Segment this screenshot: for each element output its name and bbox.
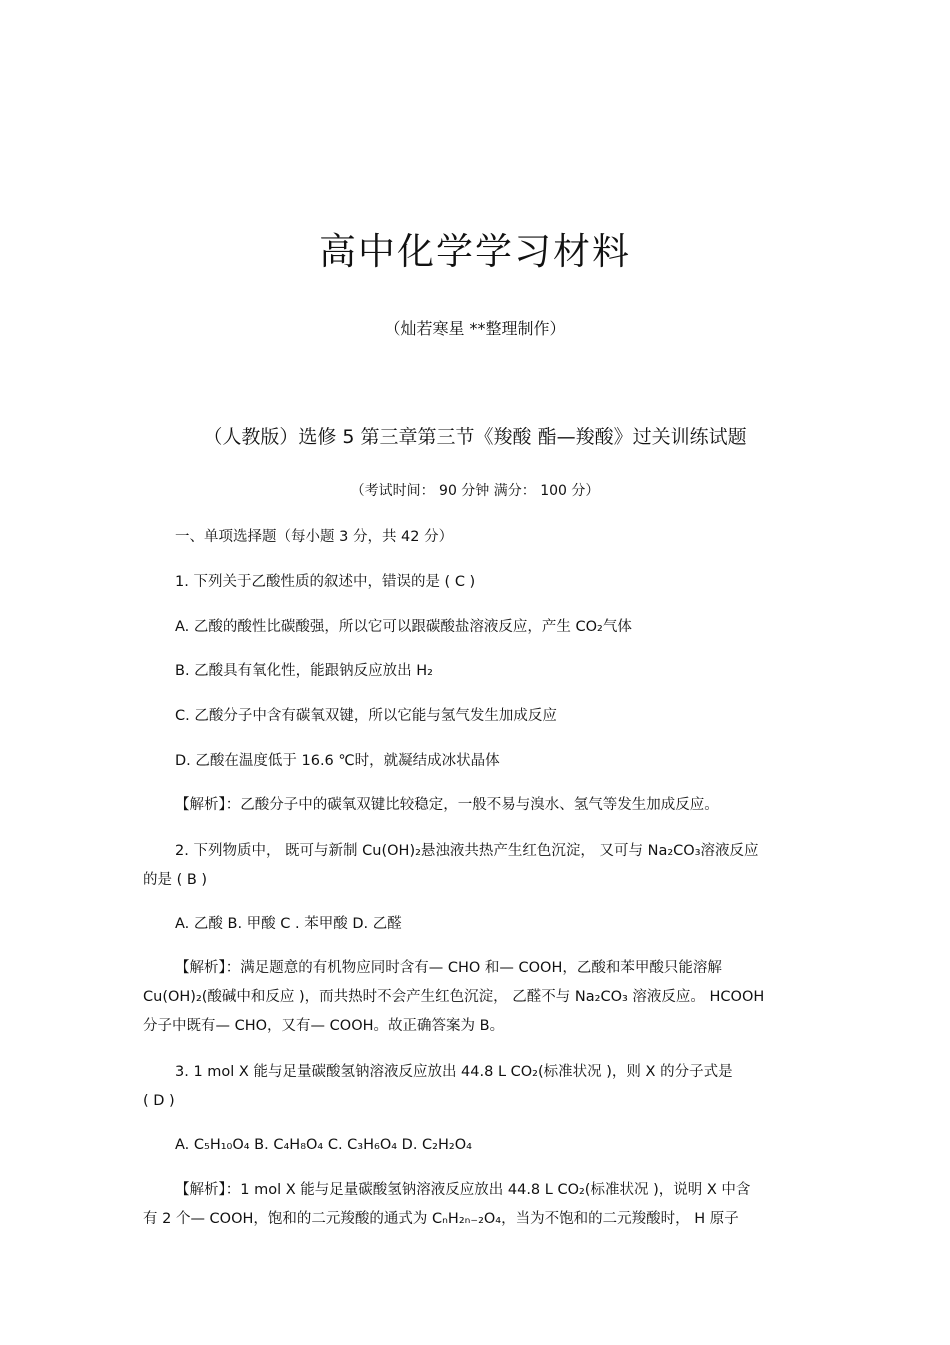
question-1-option-a: A. 乙酸的酸性比碳酸强，所以它可以跟碳酸盐溶液反应，产生 CO₂气体 bbox=[175, 619, 632, 635]
question-1-option-b: B. 乙酸具有氧化性，能跟钠反应放出 H₂ bbox=[175, 663, 433, 679]
question-3-options: A. C₅H₁₀O₄ B. C₄H₈O₄ C. C₃H₆O₄ D. C₂H₂O₄ bbox=[175, 1137, 472, 1153]
question-1-option-c: C. 乙酸分子中含有碳氧双键，所以它能与氢气发生加成反应 bbox=[175, 708, 557, 724]
question-3-stem-line1: 3. 1 mol X 能与足量碳酸氢钠溶液反应放出 44.8 L CO₂(标准状况 )，则 X 的分子式是 bbox=[175, 1064, 733, 1080]
document-title: （人教版）选修 5 第三章第三节《羧酸 酯—羧酸》过关训练试题 bbox=[203, 426, 747, 448]
question-1-stem: 1. 下列关于乙酸性质的叙述中，错误的是 ( C ) bbox=[175, 574, 476, 590]
question-2-options: A. 乙酸 B. 甲酸 C . 苯甲酸 D. 乙醛 bbox=[175, 916, 402, 932]
page-title: 高中化学学习材料 bbox=[319, 230, 631, 273]
question-2-analysis-line3: 分子中既有— CHO，又有— COOH。故正确答案为 B。 bbox=[143, 1018, 505, 1034]
question-2-analysis-line1: 【解析】：满足题意的有机物应同时含有— CHO 和— COOH，乙酸和苯甲酸只能溶解 bbox=[175, 960, 722, 976]
page-subtitle: （灿若寒星 **整理制作） bbox=[384, 319, 566, 338]
question-3-stem-line2: ( D ) bbox=[143, 1093, 175, 1109]
question-3-analysis-line2: 有 2 个— COOH，饱和的二元羧酸的通式为 CₙH₂ₙ₋₂O₄，当为不饱和的二元羧酸时， H 原子 bbox=[143, 1211, 739, 1227]
question-2-analysis-line2: Cu(OH)₂(酸碱中和反应 )，而共热时不会产生红色沉淀， 乙醛不与 Na₂CO₃ 溶液反应。 HCOOH bbox=[143, 989, 765, 1005]
question-2-stem-line2: 的是 ( B ) bbox=[143, 872, 208, 888]
exam-meta: （考试时间： 90 分钟 满分： 100 分） bbox=[350, 483, 600, 499]
question-3-analysis-line1: 【解析】：1 mol X 能与足量碳酸氢钠溶液反应放出 44.8 L CO₂(标准状况 )，说明 X 中含 bbox=[175, 1182, 751, 1198]
section-heading: 一、单项选择题（每小题 3 分，共 42 分） bbox=[175, 529, 454, 545]
question-1-analysis: 【解析】：乙酸分子中的碳氧双键比较稳定，一般不易与溴水、氢气等发生加成反应。 bbox=[175, 797, 719, 813]
question-1-option-d: D. 乙酸在温度低于 16.6 ℃时，就凝结成冰状晶体 bbox=[175, 753, 500, 769]
question-2-stem-line1: 2. 下列物质中， 既可与新制 Cu(OH)₂悬浊液共热产生红色沉淀， 又可与 Na₂CO₃溶液反应 bbox=[175, 843, 759, 859]
